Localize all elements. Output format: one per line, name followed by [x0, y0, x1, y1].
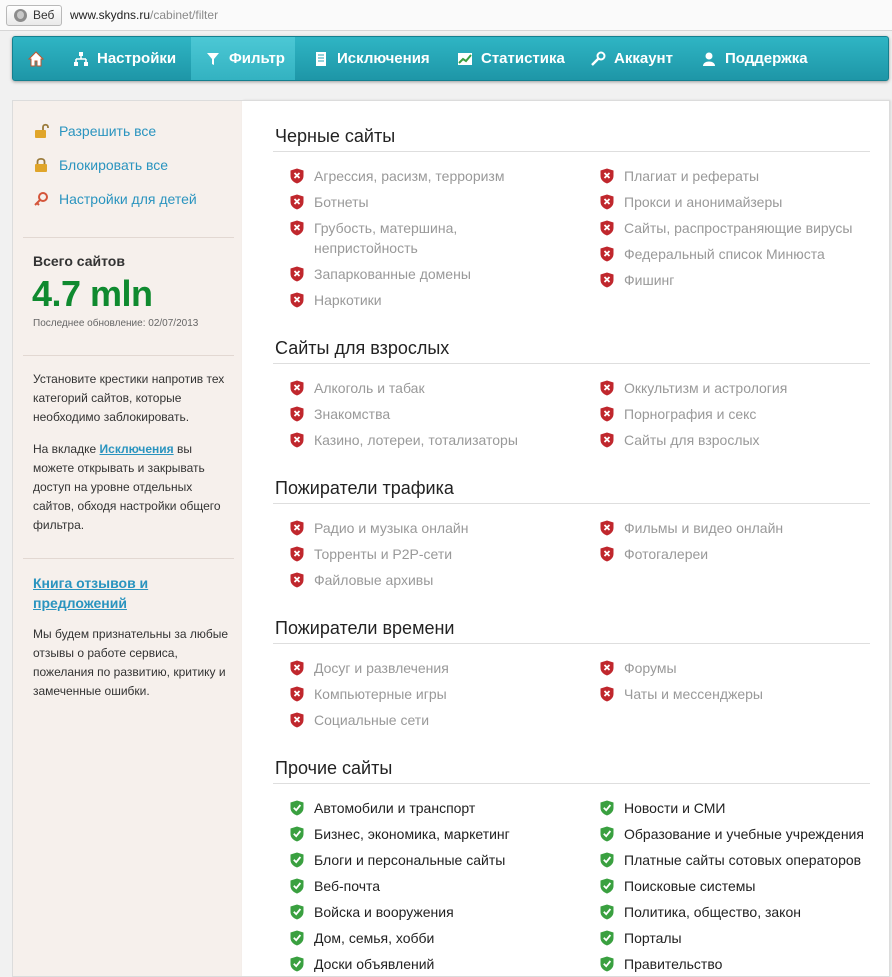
category-item[interactable] — [290, 404, 530, 424]
blocked-shield-icon[interactable] — [600, 660, 614, 676]
category-item[interactable] — [600, 876, 880, 896]
category-label: Запаркованные домены — [314, 266, 471, 282]
category-item[interactable] — [290, 218, 530, 258]
category-item[interactable] — [290, 166, 530, 186]
blocked-shield-icon[interactable] — [290, 292, 304, 308]
nav-statistics-label: Статистика — [481, 50, 565, 67]
exceptions-link[interactable]: Исключения — [99, 442, 174, 456]
block-all-link[interactable] — [33, 157, 168, 173]
category-item[interactable] — [600, 658, 880, 678]
category-item[interactable] — [600, 902, 880, 922]
category-item[interactable] — [600, 378, 880, 398]
blocked-shield-icon[interactable] — [290, 432, 304, 448]
nav-home[interactable] — [13, 37, 59, 80]
stats-updated: Последнее обновление: 02/07/2013 — [33, 318, 199, 329]
blocked-shield-icon[interactable] — [600, 272, 614, 288]
blocked-shield-icon[interactable] — [600, 168, 614, 184]
blocked-shield-icon[interactable] — [600, 220, 614, 236]
section-title: Прочие сайты — [275, 758, 393, 778]
allowed-shield-icon[interactable] — [290, 956, 304, 972]
allowed-shield-icon[interactable] — [290, 930, 304, 946]
category-label: Образование и учебные учреждения — [624, 826, 864, 842]
category-item[interactable] — [290, 850, 530, 870]
category-item[interactable] — [290, 902, 530, 922]
settings-icon — [73, 51, 89, 67]
section-divider — [273, 783, 870, 784]
category-item[interactable] — [600, 824, 880, 844]
browser-address-bar — [0, 0, 892, 31]
category-item[interactable] — [600, 404, 880, 424]
category-label: Новости и СМИ — [624, 800, 726, 816]
hint-text-2-after: вы можете открывать и закрывать доступ на уровне отдельных сайтов, обходя настройки общего фильтра. — [33, 442, 221, 532]
sidebar-divider — [23, 558, 234, 559]
blocked-shield-icon[interactable] — [600, 194, 614, 210]
allowed-shield-icon[interactable] — [600, 826, 614, 842]
allow-all-label: Разрешить все — [59, 123, 157, 139]
blocked-shield-icon[interactable] — [290, 660, 304, 676]
category-label: Прокси и анонимайзеры — [624, 194, 783, 210]
category-item[interactable] — [290, 658, 530, 678]
blocked-shield-icon[interactable] — [290, 406, 304, 422]
category-item[interactable] — [290, 192, 530, 212]
category-label: Блоги и персональные сайты — [314, 852, 506, 868]
nav-settings-label: Настройки — [97, 50, 177, 67]
feedback-text: Мы будем признательны за любые отзывы о работе сервиса, пожелания по развитию, критику и замеченные ошибки. — [33, 627, 228, 698]
category-item[interactable] — [600, 430, 880, 450]
category-label: Ботнеты — [314, 194, 369, 210]
nav-settings[interactable] — [73, 37, 191, 80]
category-item[interactable] — [290, 518, 530, 538]
blocked-shield-icon[interactable] — [290, 168, 304, 184]
blocked-shield-icon[interactable] — [600, 520, 614, 536]
stats-value: 4.7 mln — [32, 273, 153, 314]
category-label: Платные сайты сотовых операторов — [624, 852, 862, 868]
allowed-shield-icon[interactable] — [290, 878, 304, 894]
category-label: Доски объявлений — [314, 956, 435, 972]
allowed-shield-icon[interactable] — [600, 904, 614, 920]
url-host: www.skydns.ru — [70, 8, 151, 22]
hint-text-1: Установите крестики напротив тех категорий сайтов, которые необходимо заблокировать. — [33, 372, 225, 424]
category-label: Наркотики — [314, 292, 382, 308]
site-info-button[interactable] — [6, 5, 62, 26]
category-label: Порнография и секс — [624, 406, 757, 422]
section-divider — [273, 363, 870, 364]
globe-icon — [14, 9, 27, 22]
category-label: Политика, общество, закон — [624, 904, 801, 920]
url-field[interactable] — [70, 8, 218, 22]
category-item[interactable] — [600, 850, 880, 870]
allow-all-link[interactable] — [33, 123, 156, 139]
allowed-shield-icon[interactable] — [600, 878, 614, 894]
category-item[interactable] — [600, 928, 880, 948]
category-label: Радио и музыка онлайн — [314, 520, 469, 536]
category-label: Грубость, матершина, непристойность — [314, 220, 458, 256]
nav-filter-label: Фильтр — [229, 50, 285, 67]
site-info-label: Веб — [33, 8, 55, 22]
category-item[interactable] — [600, 218, 880, 238]
category-label: Сайты для взрослых — [624, 432, 760, 448]
kids-settings-link[interactable] — [33, 191, 197, 207]
category-item[interactable] — [290, 928, 530, 948]
category-label: Досуг и развлечения — [314, 660, 449, 676]
wrench-icon — [590, 51, 606, 67]
key-icon — [33, 191, 49, 207]
unlock-icon — [33, 123, 49, 139]
allowed-shield-icon[interactable] — [600, 930, 614, 946]
block-all-label: Блокировать все — [59, 157, 169, 173]
section-title: Сайты для взрослых — [275, 338, 450, 358]
main-nav — [12, 36, 889, 81]
category-item[interactable] — [290, 430, 530, 450]
category-item[interactable] — [290, 570, 530, 590]
category-label: Файловые архивы — [314, 572, 434, 588]
blocked-shield-icon[interactable] — [290, 194, 304, 210]
blocked-shield-icon[interactable] — [290, 686, 304, 702]
blocked-shield-icon[interactable] — [290, 712, 304, 728]
category-label: Федеральный список Минюста — [624, 246, 825, 262]
category-label: Поисковые системы — [624, 878, 756, 894]
chart-icon — [457, 51, 473, 67]
nav-filter[interactable] — [191, 37, 295, 80]
blocked-shield-icon[interactable] — [600, 380, 614, 396]
blocked-shield-icon[interactable] — [290, 266, 304, 282]
category-label: Алкоголь и табак — [314, 380, 425, 396]
lock-icon — [33, 157, 49, 173]
category-item[interactable] — [600, 518, 880, 538]
section-title: Черные сайты — [275, 126, 396, 146]
blocked-shield-icon[interactable] — [600, 246, 614, 262]
home-icon — [28, 51, 44, 67]
category-item[interactable] — [290, 876, 530, 896]
allowed-shield-icon[interactable] — [290, 800, 304, 816]
category-label: Порталы — [624, 930, 682, 946]
category-item[interactable] — [600, 166, 880, 186]
nav-statistics[interactable] — [457, 37, 587, 80]
category-item[interactable] — [290, 954, 530, 974]
blocked-shield-icon[interactable] — [600, 406, 614, 422]
hint-text-2-before: На вкладке — [33, 442, 100, 456]
user-icon — [701, 51, 717, 67]
blocked-shield-icon[interactable] — [290, 220, 304, 236]
category-label: Фотогалереи — [624, 546, 709, 562]
category-item[interactable] — [290, 264, 530, 284]
category-item[interactable] — [600, 192, 880, 212]
category-item[interactable] — [600, 544, 880, 564]
allowed-shield-icon[interactable] — [600, 852, 614, 868]
nav-support-label: Поддержка — [725, 50, 808, 67]
nav-support[interactable] — [701, 37, 831, 80]
kids-settings-label: Настройки для детей — [59, 191, 197, 207]
blocked-shield-icon[interactable] — [600, 686, 614, 702]
allowed-shield-icon[interactable] — [600, 956, 614, 972]
nav-account[interactable] — [590, 37, 700, 80]
allowed-shield-icon[interactable] — [290, 904, 304, 920]
sidebar-divider — [23, 355, 234, 356]
sidebar — [12, 100, 243, 977]
sidebar-divider — [23, 237, 234, 238]
blocked-shield-icon[interactable] — [290, 546, 304, 562]
category-label: Правительство — [624, 956, 723, 972]
nav-exceptions[interactable] — [313, 37, 443, 80]
blocked-shield-icon[interactable] — [600, 546, 614, 562]
blocked-shield-icon[interactable] — [290, 520, 304, 536]
section-title: Пожиратели трафика — [275, 478, 454, 498]
category-label: Дом, семья, хобби — [314, 930, 435, 946]
document-icon — [313, 51, 329, 67]
section-divider — [273, 503, 870, 504]
category-item[interactable] — [600, 798, 880, 818]
category-item[interactable] — [600, 244, 880, 264]
category-item[interactable] — [600, 684, 880, 704]
allowed-shield-icon[interactable] — [600, 800, 614, 816]
feedback-link[interactable]: Книга отзывов и предложений — [33, 575, 149, 611]
category-item[interactable] — [290, 290, 530, 310]
section-divider — [273, 151, 870, 152]
section-title: Пожиратели времени — [275, 618, 455, 638]
category-label: Веб-почта — [314, 878, 381, 894]
filter-icon — [205, 51, 221, 67]
category-label: Оккультизм и астрология — [624, 380, 788, 396]
category-label: Социальные сети — [314, 712, 430, 728]
category-label: Агрессия, расизм, терроризм — [314, 168, 505, 184]
category-label: Компьютерные игры — [314, 686, 447, 702]
category-label: Войска и вооружения — [314, 904, 454, 920]
category-label: Бизнес, экономика, маркетинг — [314, 826, 510, 842]
category-label: Сайты, распространяющие вирусы — [624, 220, 853, 236]
category-item[interactable] — [290, 378, 530, 398]
category-item[interactable] — [600, 270, 880, 290]
allowed-shield-icon[interactable] — [290, 826, 304, 842]
category-label: Автомобили и транспорт — [314, 800, 476, 816]
nav-account-label: Аккаунт — [614, 50, 673, 67]
category-label: Фишинг — [624, 272, 675, 288]
blocked-shield-icon[interactable] — [290, 380, 304, 396]
category-label: Торренты и P2P-сети — [314, 546, 453, 562]
category-item[interactable] — [290, 684, 530, 704]
category-label: Знакомства — [314, 406, 391, 422]
category-label: Чаты и мессенджеры — [624, 686, 763, 702]
category-item[interactable] — [290, 544, 530, 564]
category-item[interactable] — [290, 798, 530, 818]
filter-categories-panel — [242, 100, 890, 977]
category-label: Форумы — [624, 660, 677, 676]
category-item[interactable] — [290, 710, 530, 730]
url-path: /cabinet/filter — [150, 8, 219, 22]
blocked-shield-icon[interactable] — [290, 572, 304, 588]
allowed-shield-icon[interactable] — [290, 852, 304, 868]
category-item[interactable] — [600, 954, 880, 974]
hint-text-2 — [33, 440, 233, 535]
stats-title: Всего сайтов — [33, 253, 125, 269]
category-label: Фильмы и видео онлайн — [624, 520, 784, 536]
section-divider — [273, 643, 870, 644]
nav-exceptions-label: Исключения — [337, 50, 430, 67]
blocked-shield-icon[interactable] — [600, 432, 614, 448]
category-label: Плагиат и рефераты — [624, 168, 760, 184]
category-label: Казино, лотереи, тотализаторы — [314, 432, 518, 448]
category-item[interactable] — [290, 824, 530, 844]
